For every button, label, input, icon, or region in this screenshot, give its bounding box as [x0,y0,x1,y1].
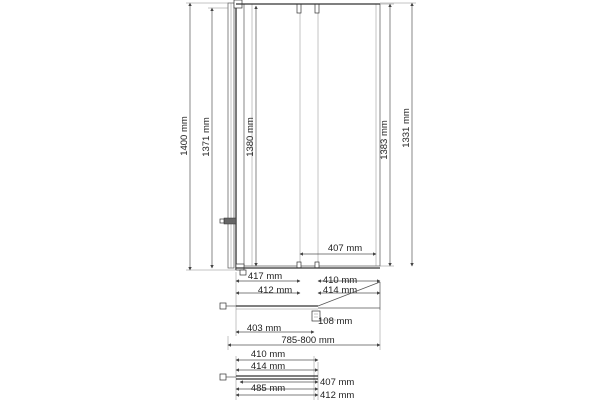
dim-485: 485 mm [250,383,286,394]
dim-1400: 1400 mm [179,116,190,156]
folded-handle [220,374,226,380]
dim-412-bottom: 412 mm [320,390,355,400]
dim-1331: 1331 mm [401,108,412,148]
front-elevation [179,0,416,270]
dim-410-front: 410 mm [322,275,358,286]
dim-414-bottom: 414 mm [250,361,286,372]
dim-414-plan: 414 mm [322,285,358,296]
dim-407-bottom: 407 mm [320,377,355,388]
plan-handle [220,303,226,309]
dim-1380: 1380 mm [245,117,256,157]
dim-412-plan: 412 mm [257,285,293,296]
handle-knob [224,218,236,224]
dim-407-front: 407 mm [327,243,363,254]
dim-108: 108 mm [318,316,353,327]
dim-417: 417 mm [247,271,283,282]
dim-410-bottom: 410 mm [250,349,286,360]
folded-plan-view [220,349,354,400]
dim-1371: 1371 mm [201,117,212,157]
dim-1383: 1383 mm [379,120,390,160]
plan-view [220,270,380,350]
glass-panel-1 [244,4,380,266]
dim-403: 403 mm [246,323,282,334]
dim-785-800: 785-800 mm [281,335,335,346]
